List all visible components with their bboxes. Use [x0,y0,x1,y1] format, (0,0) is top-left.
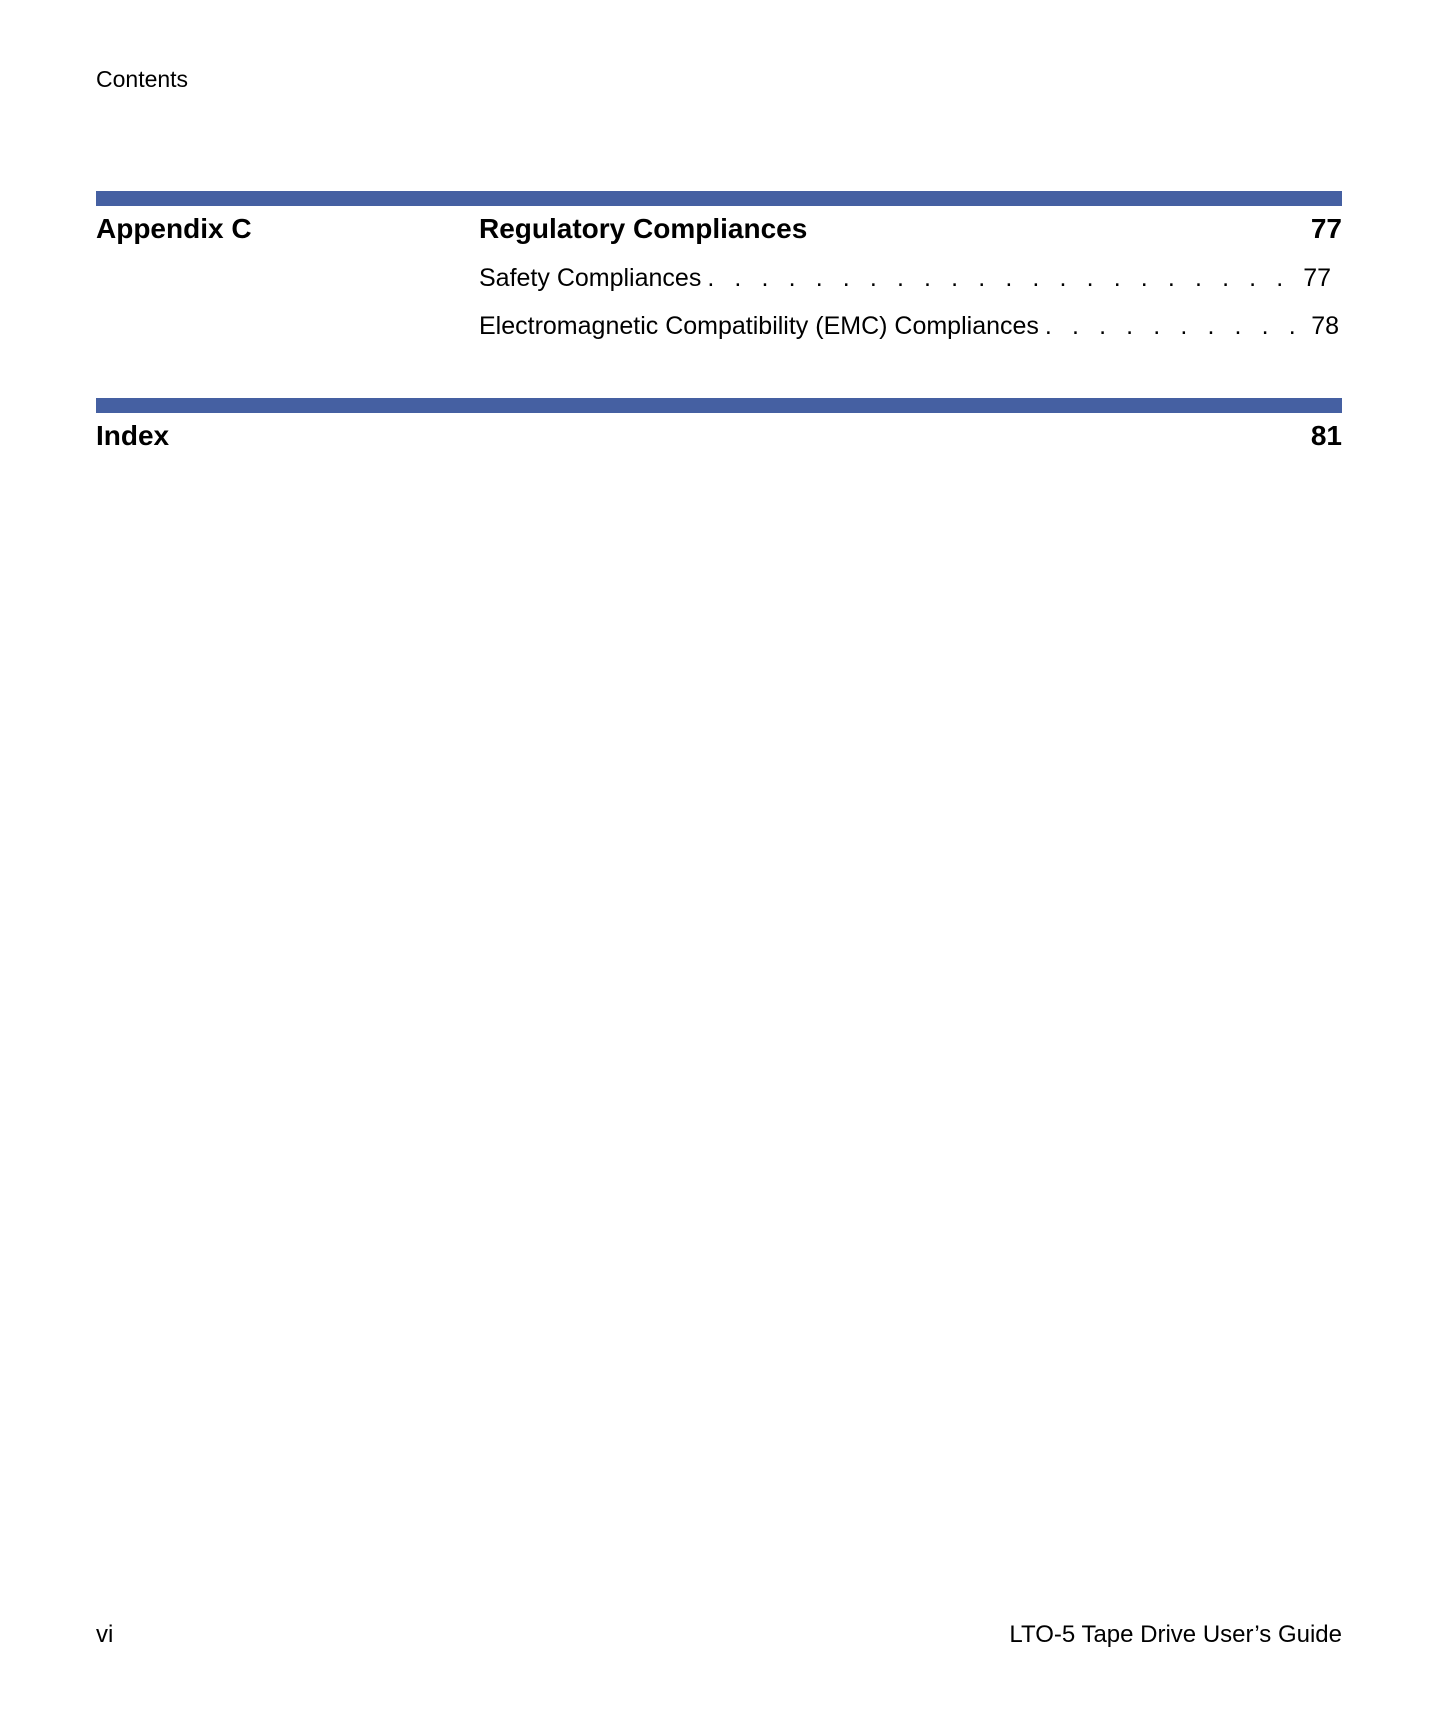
section-title[interactable]: Regulatory Compliances [479,213,808,244]
footer-page-number: vi [96,1621,114,1648]
running-header: Contents [96,66,189,92]
dot-leader [707,262,1297,294]
section-label: Appendix C [96,213,252,244]
footer-document-title: LTO-5 Tape Drive User’s Guide [1009,1621,1342,1648]
toc-entry-page: 78 [1311,312,1339,340]
toc-entry-title: Electromagnetic Compatibility (EMC) Compliances [479,312,1039,340]
toc-entry[interactable] [479,310,1339,342]
toc-entry[interactable] [479,262,1331,294]
section-page-number: 77 [1310,213,1342,244]
toc-entry-title: Safety Compliances [479,264,702,292]
section-rule [96,398,1342,413]
section-page-number: 81 [1310,420,1342,451]
toc-entry-page: 77 [1303,264,1331,292]
dot-leader [1045,310,1305,342]
section-label[interactable]: Index [96,420,170,451]
section-rule [96,191,1342,206]
